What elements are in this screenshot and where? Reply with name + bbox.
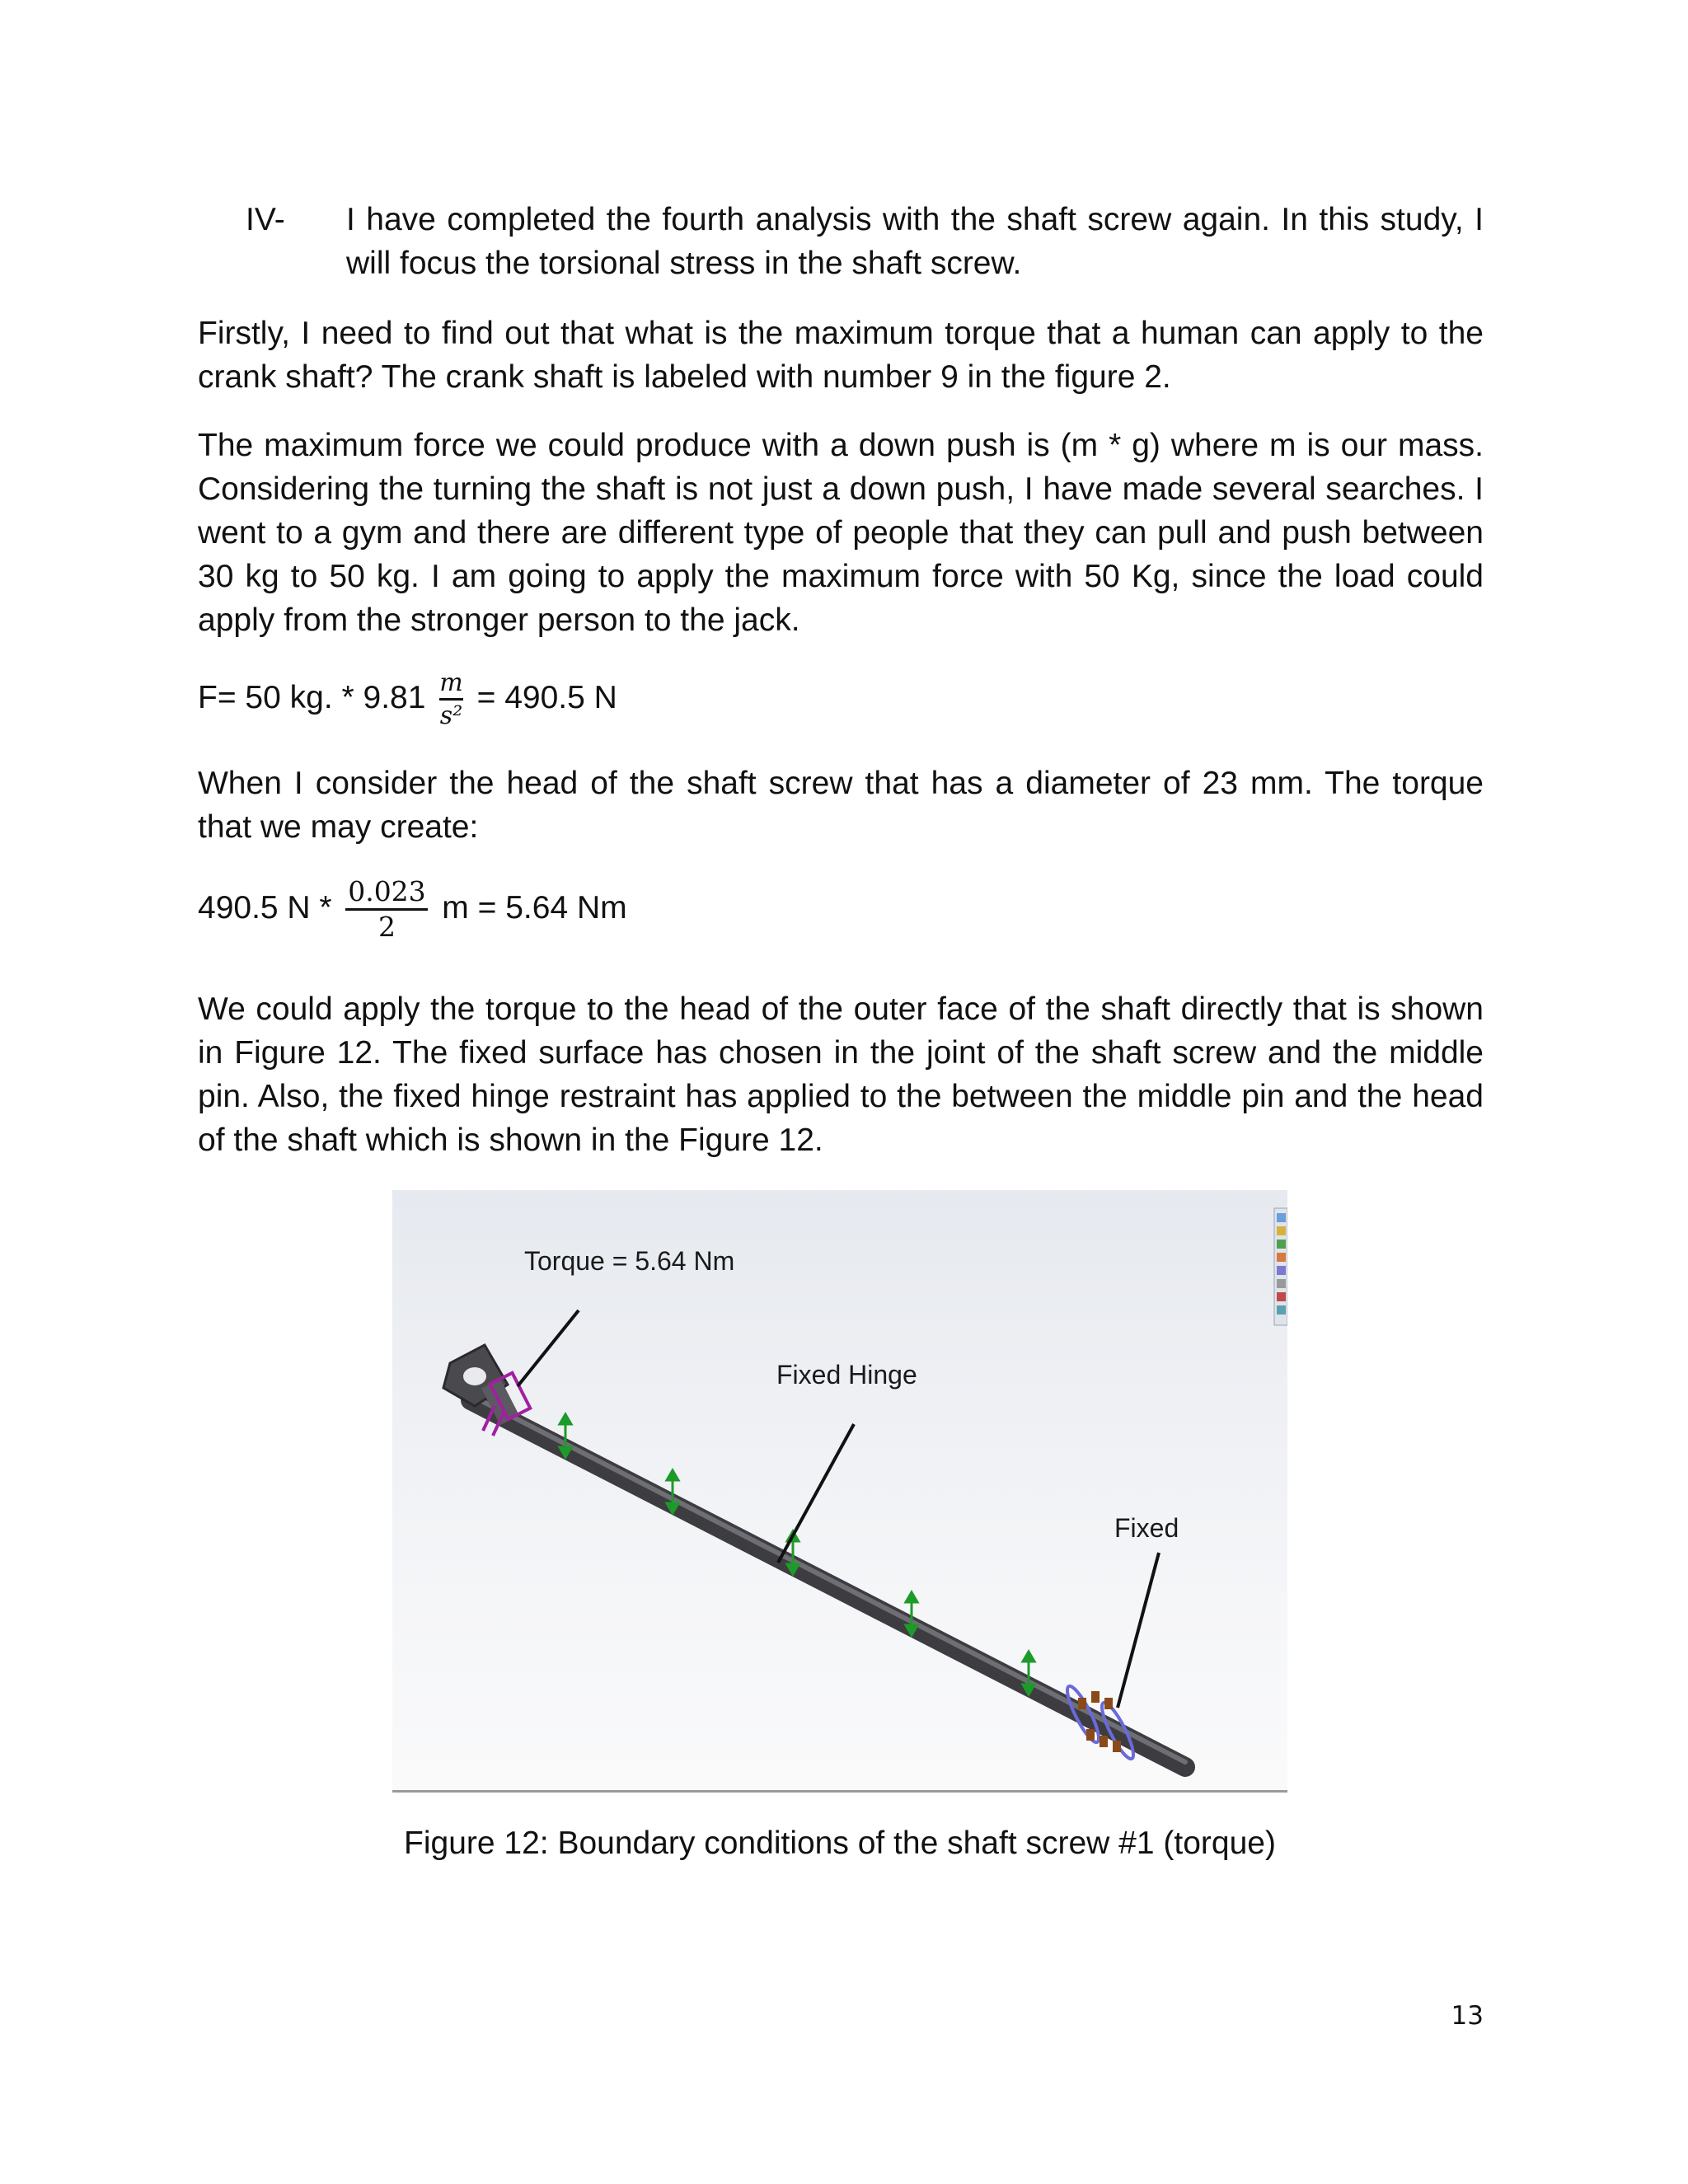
shaft-render — [392, 1190, 1287, 1790]
figure-bottom-rule — [392, 1790, 1287, 1793]
fraction-bar — [439, 698, 462, 701]
equation-force-fraction — [439, 669, 462, 729]
figure-shaft-boundary-conditions — [392, 1190, 1287, 1790]
toolbar-icons — [1274, 1208, 1287, 1325]
section-intro: I have completed the fourth analysis with the shaft screw again. In this study, I will focus the torsional stress in the shaft screw. — [346, 202, 1484, 281]
paragraph-max-torque: Firstly, I need to find out that what is the maximum torque that a human can apply to the crank shaft? The crank shaft is labeled with number 9 in the figure 2. — [198, 316, 1484, 395]
figure-caption: Figure 12: Boundary conditions of the shaft screw #1 (torque) — [404, 1825, 1276, 1861]
equation-torque-numerator: 0.023 — [348, 875, 426, 907]
equation-force-denominator: s² — [439, 701, 463, 730]
equation-torque — [198, 877, 627, 943]
label-fixed-hinge: Fixed Hinge — [776, 1360, 917, 1390]
equation-force — [198, 669, 617, 729]
paragraph-boundary-conditions: We could apply the torque to the head of the outer face of the shaft directly that is shown in Figure 12. The fixed surface has chosen in the joint of the shaft screw and the middle pin. Also, the fixed hinge restraint has applied to the between the middle pin and the head of the shaft which is shown in the Figure 12. — [198, 991, 1484, 1158]
label-torque: Torque = 5.64 Nm — [524, 1246, 735, 1276]
paragraph-torque-intro: When I consider the head of the shaft screw that has a diameter of 23 mm. The torque that we may create: — [198, 766, 1484, 845]
page-number: 13 — [1451, 2001, 1484, 2031]
equation-torque-result: m = 5.64 Nm — [442, 890, 627, 926]
paragraph-max-force: The maximum force we could produce with a down push is (m * g) where m is our mass. Considering the turning the shaft is not just a down push, I have made several searches. I went to a gym and there are different type of people that they can pull and push between 30 kg to 50 kg. I am going to apply the maximum force with 50 Kg, since the load could apply from the stronger person to the jack. — [198, 428, 1484, 638]
equation-force-prefix: F= 50 kg. * 9.81 — [198, 679, 426, 715]
section-marker: IV- — [246, 202, 285, 237]
equation-torque-fraction — [345, 877, 428, 943]
equation-torque-denominator: 2 — [377, 911, 396, 944]
label-fixed: Fixed — [1114, 1513, 1179, 1543]
equation-force-result: = 490.5 N — [476, 679, 617, 715]
equation-torque-prefix: 490.5 N * — [198, 890, 332, 926]
equation-force-numerator: m — [439, 668, 463, 697]
shaft-screw — [443, 1345, 1185, 1767]
